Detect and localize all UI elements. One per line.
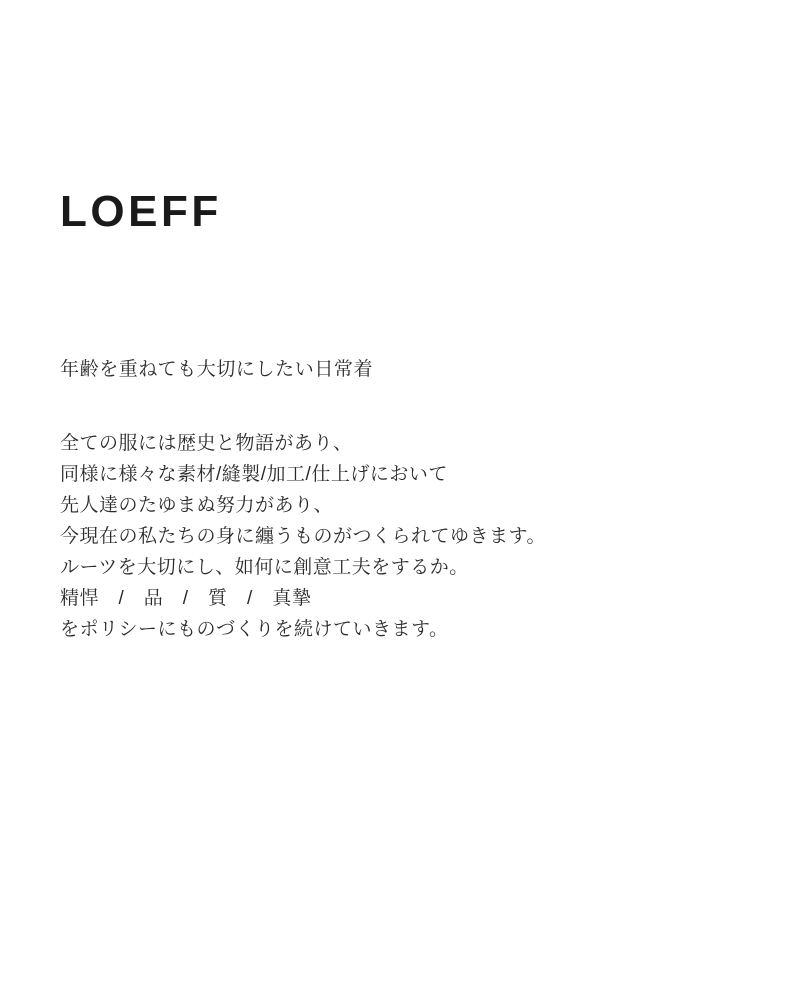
paragraph-line: 全ての服には歴史と物語があり、 (60, 433, 353, 454)
paragraph-line: 同様に様々な素材/縫製/加工/仕上げにおいて (60, 464, 448, 485)
paragraph-line: 今現在の私たちの身に纏うものがつくられてゆきます。 (60, 526, 546, 547)
paragraph-line: 精悍 / 品 / 質 / 真摯 (60, 588, 312, 609)
brand-wordmark: LOEFF (60, 187, 222, 236)
brand-philosophy-text (60, 428, 760, 645)
paragraph-line: ルーツを大切にし、如何に創意工夫をするか。 (60, 557, 469, 578)
page-tagline: 年齢を重ねても大切にしたい日常着 (60, 359, 374, 380)
paragraph-line: 先人達のたゆまぬ努力があり、 (60, 495, 334, 516)
paragraph-line: をポリシーにものづくりを続けていきます。 (60, 619, 449, 640)
